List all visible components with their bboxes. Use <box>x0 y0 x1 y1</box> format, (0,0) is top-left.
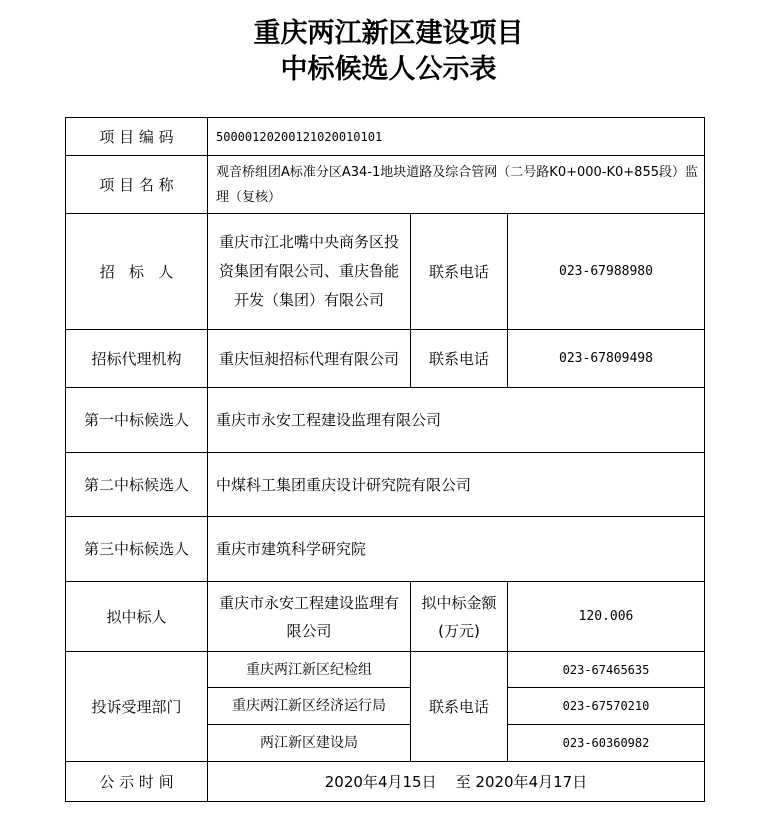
amount-label: 拟中标金额(万元) <box>411 582 508 652</box>
agency-phone-label: 联系电话 <box>411 330 508 388</box>
row-candidate-3 <box>66 517 705 582</box>
row-project-code <box>66 118 705 156</box>
row-tenderer <box>66 214 705 330</box>
row-winner <box>66 582 705 652</box>
row-project-name <box>66 156 705 214</box>
complaint-phone-3: 023-60360982 <box>508 725 705 762</box>
project-code-label: 项 目 编 码 <box>66 118 208 156</box>
candidate-2-label: 第二中标候选人 <box>66 453 208 517</box>
agency-label: 招标代理机构 <box>66 330 208 388</box>
complaint-phone-2: 023-67570210 <box>508 688 705 725</box>
row-candidate-2 <box>66 453 705 517</box>
row-agency <box>66 330 705 388</box>
agency-phone-value: 023-67809498 <box>508 330 705 388</box>
candidate-1-value: 重庆市永安工程建设监理有限公司 <box>208 388 705 453</box>
complaint-dept-3: 两江新区建设局 <box>208 725 411 762</box>
title-line-1: 重庆两江新区建设项目 <box>253 18 524 49</box>
tenderer-phone-value: 023-67988980 <box>508 214 705 330</box>
row-period <box>66 762 705 802</box>
candidate-3-value: 重庆市建筑科学研究院 <box>208 517 705 582</box>
project-name-label: 项 目 名 称 <box>66 156 208 214</box>
announcement-table <box>65 117 705 802</box>
candidate-3-label: 第三中标候选人 <box>66 517 208 582</box>
tenderer-label: 招 标 人 <box>66 214 208 330</box>
complaint-phone-1: 023-67465635 <box>508 652 705 688</box>
winner-label: 拟中标人 <box>66 582 208 652</box>
candidate-2-value: 中煤科工集团重庆设计研究院有限公司 <box>208 453 705 517</box>
agency-value: 重庆恒昶招标代理有限公司 <box>208 330 411 388</box>
project-name-value: 观音桥组团A标准分区A34-1地块道路及综合管网（二号路K0+000-K0+855段）监理（复核） <box>208 156 705 214</box>
complaint-dept-2: 重庆两江新区经济运行局 <box>208 688 411 725</box>
period-label: 公 示 时 间 <box>66 762 208 802</box>
complaint-label: 投诉受理部门 <box>66 652 208 762</box>
row-candidate-1 <box>66 388 705 453</box>
project-code-value: 500001202001210200101​01 <box>208 118 705 156</box>
winner-value: 重庆市永安工程建设监理有限公司 <box>208 582 411 652</box>
row-complaint-1 <box>66 652 705 688</box>
tenderer-value: 重庆市江北嘴中央商务区投资集团有限公司、重庆鲁能开发（集团）有限公司 <box>208 214 411 330</box>
period-value: 2020年4月15日 至 2020年4月17日 <box>208 762 705 802</box>
amount-value: 120.006 <box>508 582 705 652</box>
candidate-1-label: 第一中标候选人 <box>66 388 208 453</box>
complaint-dept-1: 重庆两江新区纪检组 <box>208 652 411 688</box>
tenderer-phone-label: 联系电话 <box>411 214 508 330</box>
title-line-2: 中标候选人公示表 <box>280 54 497 85</box>
complaint-phone-label: 联系电话 <box>411 652 508 762</box>
